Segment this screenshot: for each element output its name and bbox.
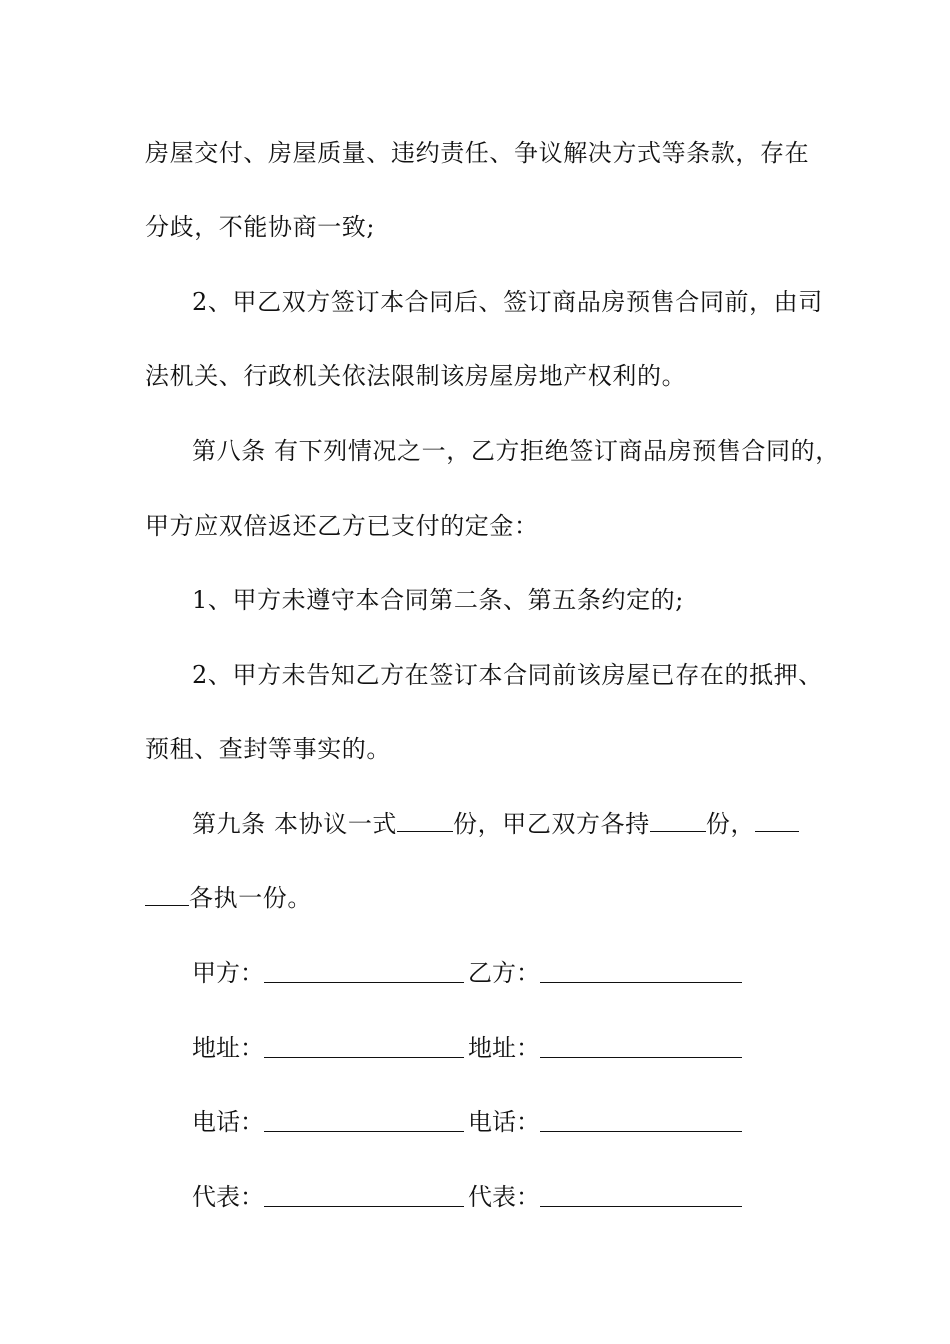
holder-blank[interactable] xyxy=(755,809,799,832)
address-a-label: 地址： xyxy=(192,1034,264,1062)
paragraph-line: 房屋交付、房屋质量、违约责任、争议解决方式等条款，存在 xyxy=(145,139,810,167)
representative-a-blank[interactable] xyxy=(264,1206,464,1207)
article-9-text-4: 各执一份。 xyxy=(189,884,312,912)
phone-a-blank[interactable] xyxy=(264,1131,464,1132)
address-b-label: 地址： xyxy=(468,1034,540,1062)
copies-total-blank[interactable] xyxy=(397,809,453,832)
paragraph-line: 1、甲方未遵守本合同第二条、第五条约定的; xyxy=(192,586,684,614)
article-9-text-2: 份，甲乙双方各持 xyxy=(453,810,650,838)
article-8-heading: 第八条 有下列情况之一，乙方拒绝签订商品房预售合同的， xyxy=(192,437,840,465)
phone-b-label: 电话： xyxy=(468,1108,540,1136)
representative-a-label: 代表： xyxy=(192,1183,264,1211)
holder-blank-continued[interactable] xyxy=(145,883,189,906)
representative-b-blank[interactable] xyxy=(540,1206,742,1207)
article-9-line-2 xyxy=(145,883,312,913)
party-a-label: 甲方： xyxy=(192,959,264,987)
phone-b-blank[interactable] xyxy=(540,1131,742,1132)
article-9-text-3: 份， xyxy=(705,810,756,838)
paragraph-line: 甲方应双倍返还乙方已支付的定金： xyxy=(145,512,539,540)
paragraph-line: 法机关、行政机关依法限制该房屋房地产权利的。 xyxy=(145,362,687,390)
party-a-blank[interactable] xyxy=(264,982,464,983)
paragraph-line: 2、甲方未告知乙方在签订本合同前该房屋已存在的抵押、 xyxy=(192,661,823,689)
party-b-blank[interactable] xyxy=(540,982,742,983)
article-9-line xyxy=(192,809,799,839)
party-b-label: 乙方： xyxy=(468,959,540,987)
copies-each-blank[interactable] xyxy=(650,809,706,832)
paragraph-line: 分歧，不能协商一致; xyxy=(145,213,376,241)
representative-b-label: 代表： xyxy=(468,1183,540,1211)
paragraph-line: 预租、查封等事实的。 xyxy=(145,735,391,763)
article-9-text-1: 第九条 本协议一式 xyxy=(192,810,398,838)
address-b-blank[interactable] xyxy=(540,1057,742,1058)
address-a-blank[interactable] xyxy=(264,1057,464,1058)
paragraph-line: 2、甲乙双方签订本合同后、签订商品房预售合同前，由司 xyxy=(192,288,823,316)
phone-a-label: 电话： xyxy=(192,1108,264,1136)
